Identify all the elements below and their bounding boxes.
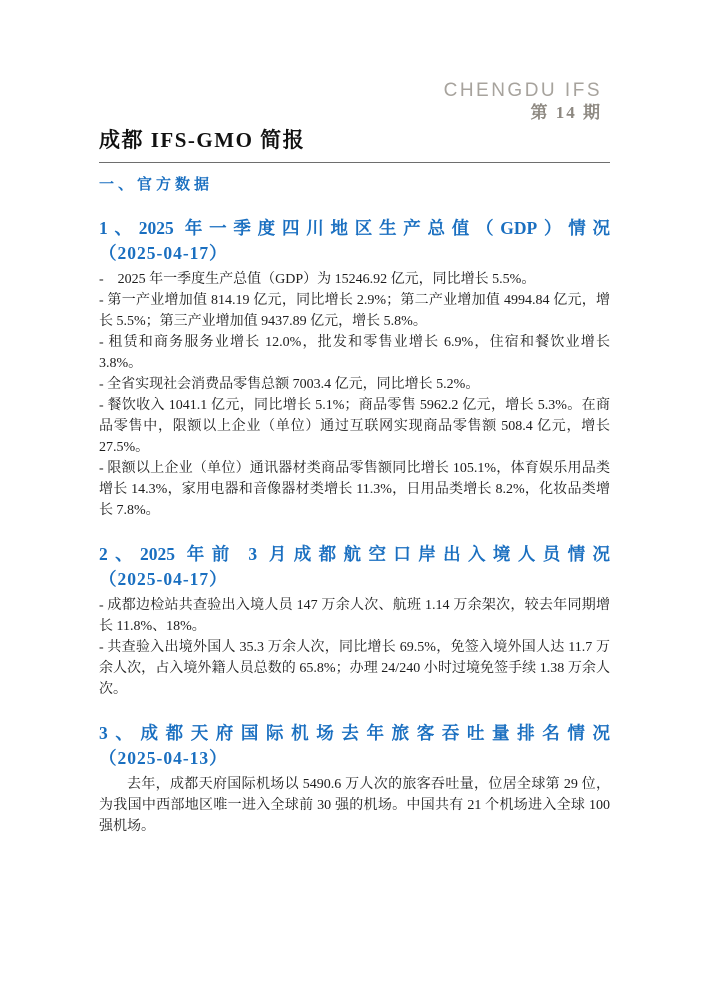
section-heading-line1: 1、2025 年一季度四川地区生产总值（GDP）情况	[99, 217, 610, 238]
section-heading-date: （2025-04-13）	[99, 747, 228, 768]
masthead	[99, 80, 610, 122]
chengdu-ifs-logo: CHENGDU IFS	[443, 80, 602, 101]
part-heading-official-data: 一、官方数据	[99, 176, 214, 193]
bullet-paragraph: - 全省实现社会消费品零售总额 7003.4 亿元，同比增长 5.2%。	[99, 376, 480, 392]
section-heading-entry-exit	[99, 542, 610, 592]
issue-number: 第 14 期	[530, 103, 602, 123]
section-body-ranking	[99, 774, 610, 837]
bullet-paragraph: - 共查验入出境外国人 35.3 万余人次，同比增长 69.5%，免签入境外国人达 11.7 万余人次，占入境外籍人员总数的 65.8%；办理 24/240 小时过境免签手续 1.38 万余人次。	[99, 639, 610, 697]
bullet-paragraph: - 餐饮收入 1041.1 亿元，同比增长 5.1%；商品零售 5962.2 亿元，增长 5.3%。在商品零售中，限额以上企业（单位）通过互联网实现商品零售额 508.4 亿元，增长 27.5%。	[99, 397, 610, 455]
section-body-entry-exit	[99, 595, 610, 700]
bullet-paragraph: - 限额以上企业（单位）通讯器材类商品零售额同比增长 105.1%，体育娱乐用品类增长 14.3%，家用电器和音像器材类增长 11.3%，日用品类增长 8.2%，化妆品类增长 7.8%。	[99, 460, 610, 518]
section-heading-gdp	[99, 216, 610, 266]
section-heading-line1: 3、成都天府国际机场去年旅客吞吐量排名情况	[99, 722, 610, 743]
bullet-paragraph: - 租赁和商务服务业增长 12.0%，批发和零售业增长 6.9%，住宿和餐饮业增长 3.8%。	[99, 334, 610, 371]
bullet-paragraph: - 成都边检站共查验出入境人员 147 万余人次、航班 1.14 万余架次，较去年同期增长 11.8%、18%。	[99, 597, 610, 634]
section-heading-date: （2025-04-17）	[99, 568, 228, 589]
section-heading-ranking	[99, 721, 610, 771]
section-body-gdp	[99, 269, 610, 521]
title-divider	[99, 162, 610, 163]
bullet-paragraph: - 2025 年一季度生产总值（GDP）为 15246.92 亿元，同比增长 5.5%。	[99, 271, 536, 287]
body-paragraph: 去年，成都天府国际机场以 5490.6 万人次的旅客吞吐量，位居全球第 29 位，为我国中西部地区唯一进入全球前 30 强的机场。中国共有 21 个机场进入全球 100 强机场。	[99, 776, 610, 834]
section-airport-entry-exit	[99, 542, 610, 700]
section-heading-line1: 2、2025 年前 3 月成都航空口岸出入境人员情况	[99, 543, 610, 564]
bullet-paragraph: - 第一产业增加值 814.19 亿元，同比增长 2.9%；第二产业增加值 4994.84 亿元，增长 5.5%；第三产业增加值 9437.89 亿元，增长 5.8%。	[99, 292, 610, 329]
document-title: 成都 IFS-GMO 简报	[99, 128, 306, 153]
section-gdp	[99, 216, 610, 521]
section-heading-date: （2025-04-17）	[99, 242, 228, 263]
section-tianfu-airport-ranking	[99, 721, 610, 837]
